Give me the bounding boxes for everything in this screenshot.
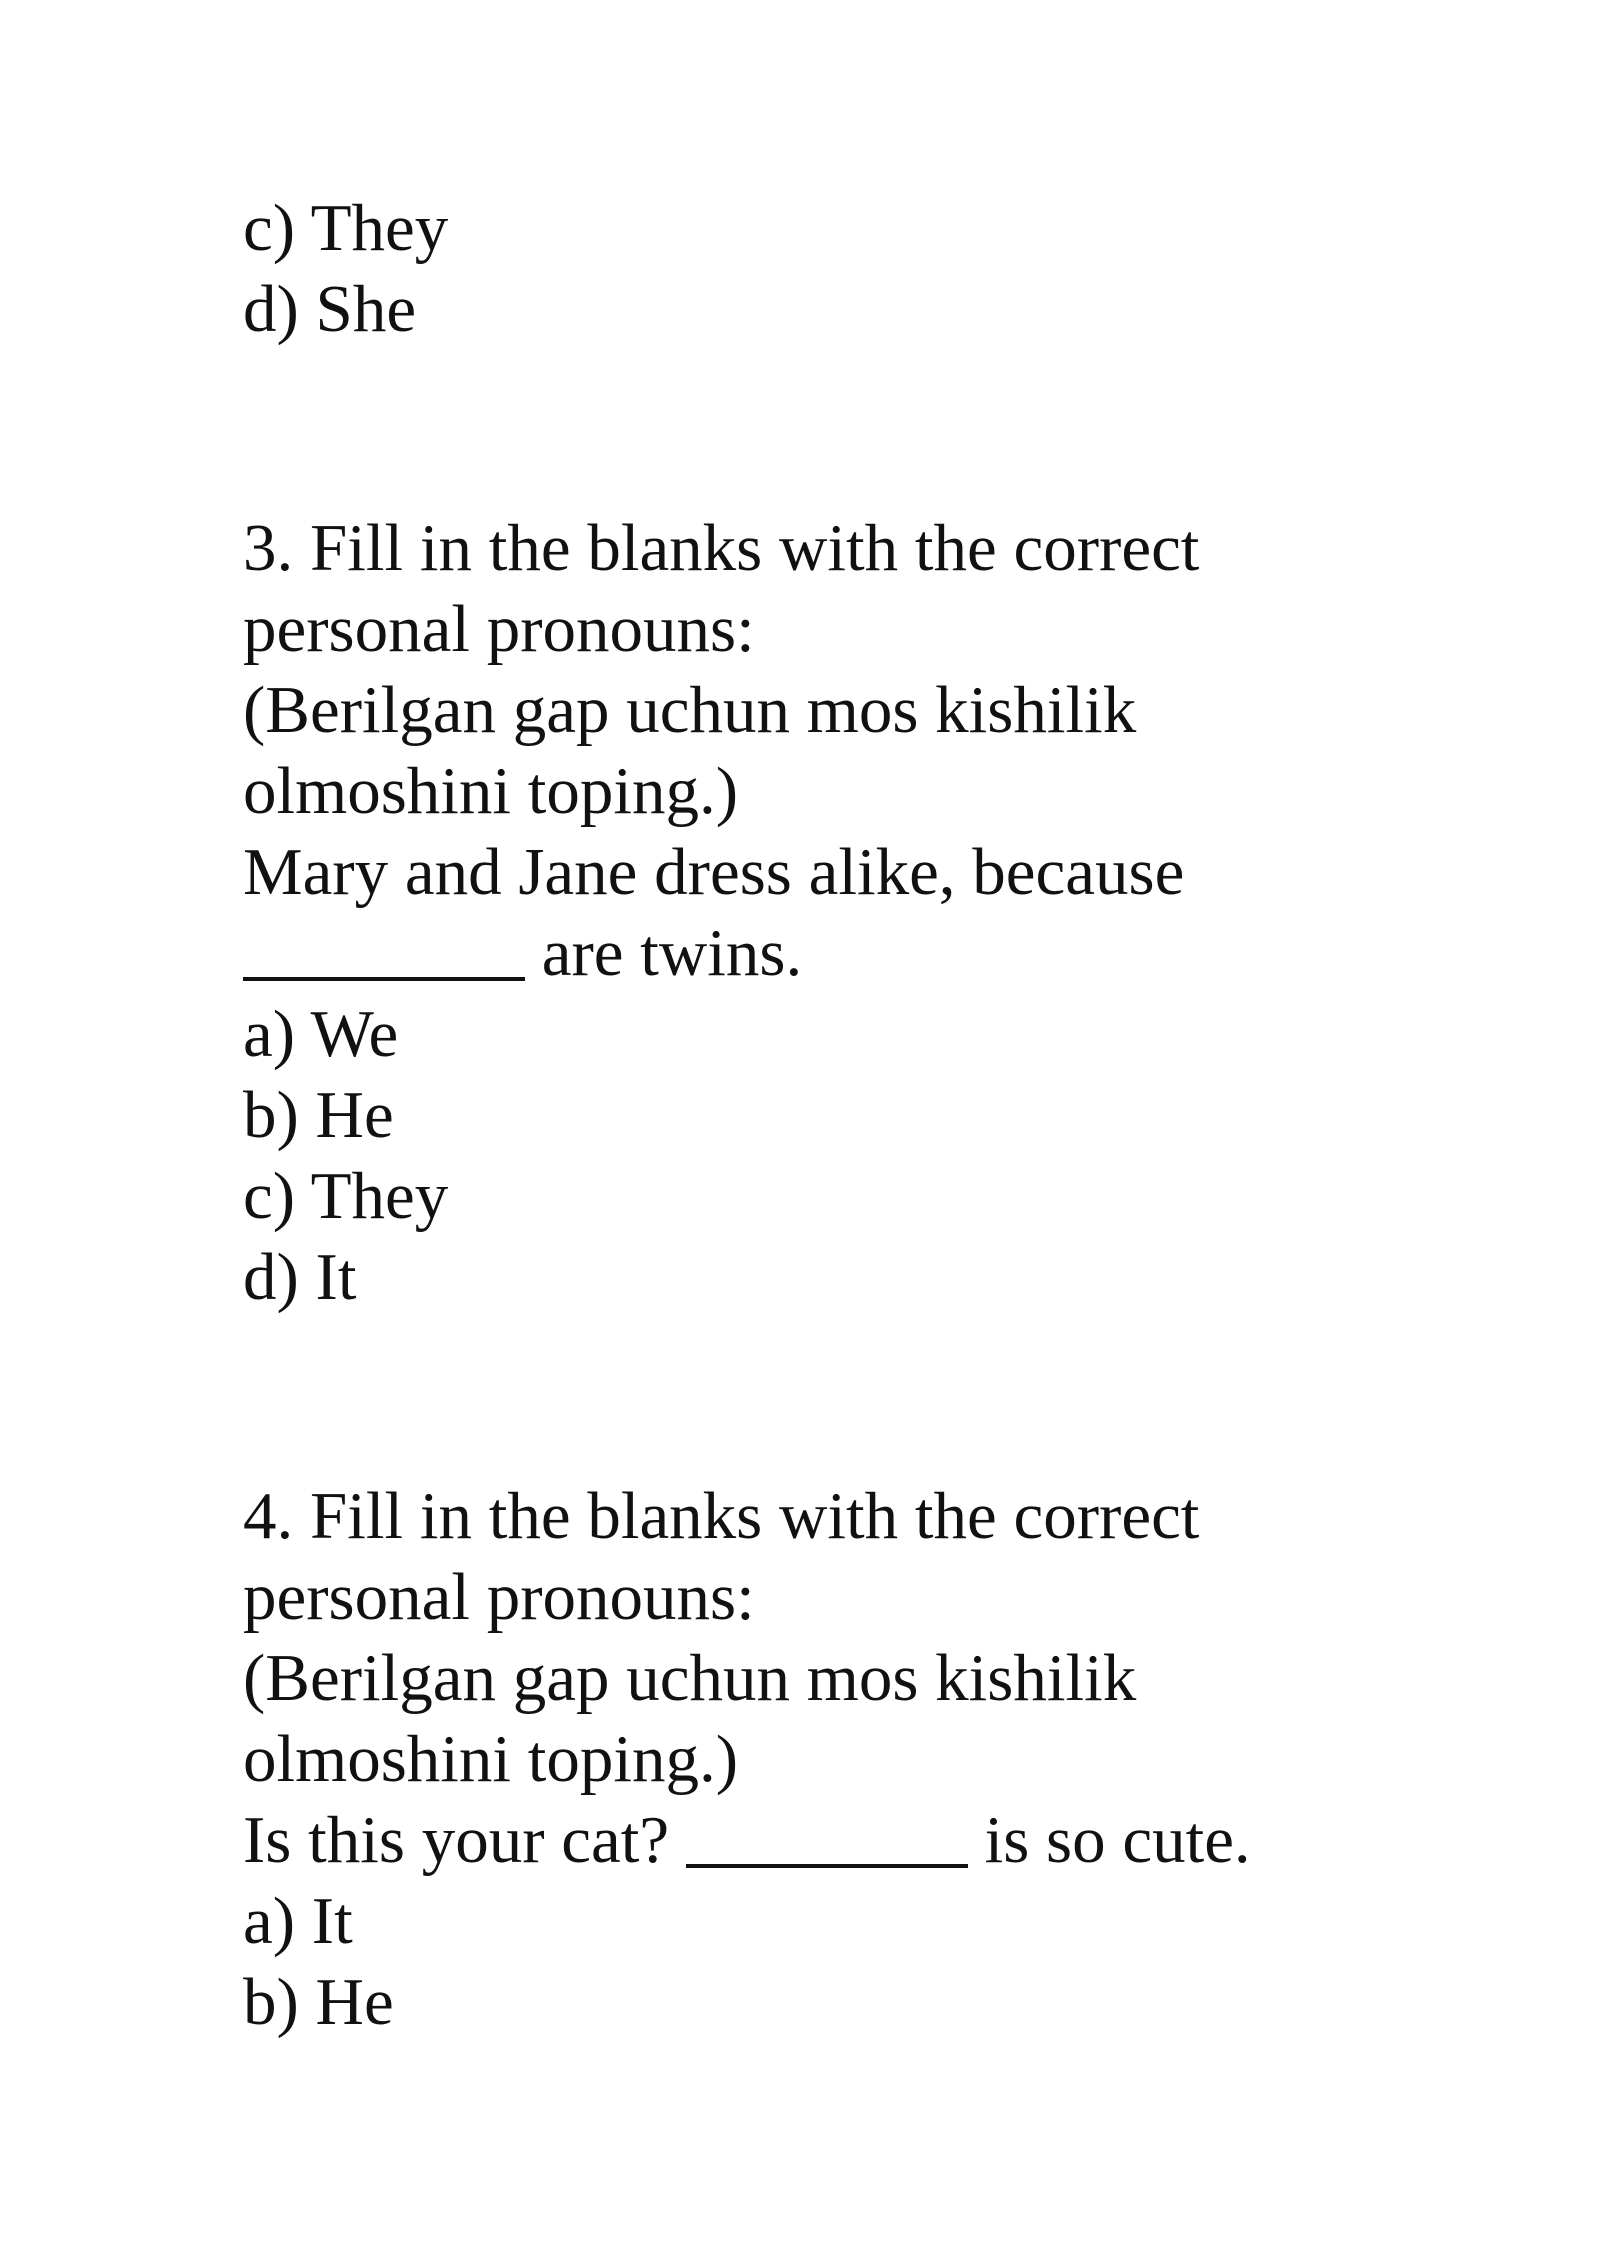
question-4-option-b: b) He	[243, 1965, 394, 2039]
question-3-sentence-line1: Mary and Jane dress alike, because	[243, 835, 1185, 909]
option-c: c) They	[243, 191, 449, 265]
question-3-option-a: a) We	[243, 997, 399, 1071]
question-3-translation-line1: (Berilgan gap uchun mos kishilik	[243, 673, 1137, 747]
question-4-sentence-tail: is so cute.	[967, 1803, 1251, 1877]
answer-blank[interactable]	[243, 919, 525, 981]
question-4-translation-line1: (Berilgan gap uchun mos kishilik	[243, 1641, 1137, 1715]
question-4-sentence-head: Is this your cat?	[243, 1803, 686, 1877]
answer-blank[interactable]	[686, 1806, 968, 1868]
question-3-option-c: c) They	[243, 1159, 449, 1233]
continued-options	[243, 188, 1443, 350]
question-3-sentence-tail: are twins.	[525, 916, 803, 990]
question-3	[243, 508, 1443, 1318]
worksheet-page	[243, 188, 1443, 2043]
question-4-translation-line2: olmoshini toping.)	[243, 1722, 739, 1796]
question-3-option-d: d) It	[243, 1240, 357, 1314]
question-4-sentence	[243, 1800, 1443, 1881]
option-d: d) She	[243, 272, 417, 346]
question-3-title-line2: personal pronouns:	[243, 592, 755, 666]
question-4-title-line2: personal pronouns:	[243, 1560, 755, 1634]
question-4-title-line1: 4. Fill in the blanks with the correct	[243, 1479, 1200, 1553]
question-3-sentence-line2	[243, 913, 1443, 994]
question-4-option-a: a) It	[243, 1884, 353, 1958]
question-4	[243, 1476, 1443, 2043]
question-3-option-b: b) He	[243, 1078, 394, 1152]
question-3-translation-line2: olmoshini toping.)	[243, 754, 739, 828]
question-3-title-line1: 3. Fill in the blanks with the correct	[243, 511, 1200, 585]
